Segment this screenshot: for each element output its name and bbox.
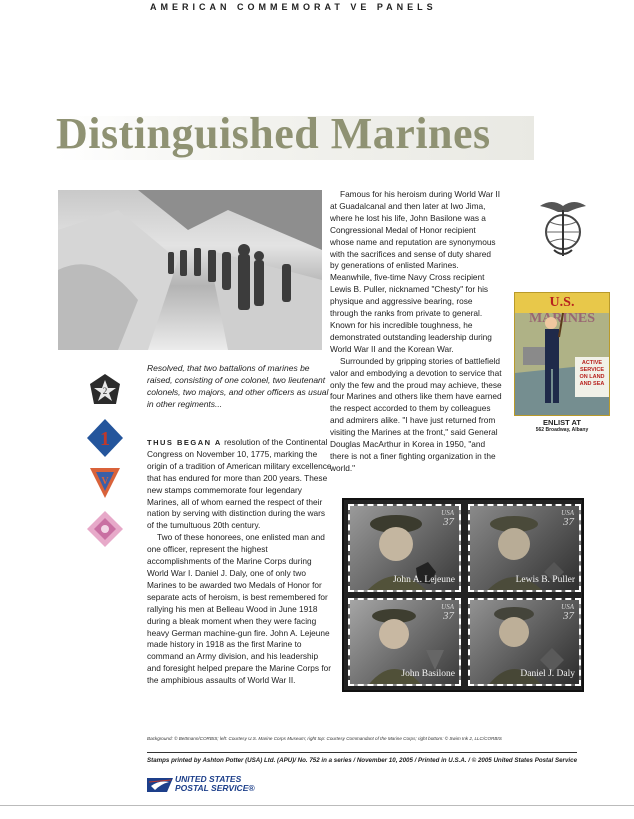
fifth-marine-division-icon xyxy=(88,464,122,500)
usps-line-1: UNITED STATES xyxy=(175,774,242,784)
svg-text:V: V xyxy=(101,476,109,487)
left-column-text xyxy=(147,437,333,687)
eagle-globe-anchor-icon xyxy=(532,194,594,258)
stamp-name-puller: Lewis B. Puller xyxy=(515,575,575,585)
stamp-value: 37 xyxy=(563,610,574,622)
stamp-puller xyxy=(468,504,581,592)
usps-wordmark xyxy=(175,775,255,793)
stamp-country: USA xyxy=(441,603,454,611)
series-header: AMERICAN COMMEMORAT VE PANELS xyxy=(150,2,437,12)
stamp-country: USA xyxy=(561,509,574,517)
stamp-denomination xyxy=(561,603,574,621)
poster-side-text: ACTIVE SERVICE ON LAND AND SEA xyxy=(579,360,605,387)
second-division-star-icon xyxy=(88,372,122,408)
page-title: Distinguished Marines xyxy=(56,109,491,158)
svg-text:1: 1 xyxy=(100,428,110,450)
poster-caption xyxy=(510,418,614,433)
first-marine-division-icon xyxy=(86,418,124,458)
stamp-name-basilone: John Basilone xyxy=(401,669,455,679)
marines-in-snow-illustration xyxy=(58,190,322,350)
left-paragraph-1-text: resolution of the Continental Congress on November 10, 1775, marking the origin of a tradition of American military excellence that has endured for more than 200 years. These new stamps commemorate four legendary Marines, all of whom earned the respect of their nation by serving with distinction during the wars of the tumultuous 20th century. xyxy=(147,437,332,531)
stamp-denomination xyxy=(561,509,574,527)
stamp-daly xyxy=(468,598,581,686)
footer-divider xyxy=(147,752,577,753)
stamp-denomination xyxy=(441,603,454,621)
stamp-lejeune xyxy=(348,504,461,592)
poster-caption-main: ENLIST AT xyxy=(543,418,581,427)
usps-line-2: POSTAL SERVICE® xyxy=(175,783,255,793)
stamp-name-daly: Daniel J. Daly xyxy=(520,669,575,679)
stamp-denomination xyxy=(441,509,454,527)
image-credits: Background: © Bettmann/CORBIS; left: Courtesy U.S. Marine Corps Museum; right top: Courtesy Commandant of the Marine Corps; right bottom: © Swim Ink 2, LLC/CORBIS xyxy=(147,736,502,741)
left-paragraph-2: Two of these honorees, one enlisted man and one officer, represent the highest accomplishments of the Marine Corps during World War I. Daniel J. Daly, one of only two Marines to be awarded two Medals of Honor for separate acts of heroism, is best remembered for rallying his men at Belleau Wood in June 1918 during a bleak moment when they were facing heavy German machine-gun fire. John A. Lejeune made history in 1918 as the first Marine to command an Army division, and his leadership and foresight helped prepare the Marine Corps for the amphibious assaults of World War II. xyxy=(147,532,332,686)
printer-info: Stamps printed by Ashton Potter (USA) Ltd. (APU)/ No. 752 in a series / November 10, 2005 / Printed in U.S.A. / © 2005 United States Postal Service xyxy=(147,757,578,764)
poster-title: U.S. xyxy=(549,295,575,310)
stamp-basilone xyxy=(348,598,461,686)
continental-congress-quote: Resolved, that two battalions of marines be raised, consisting of one colonel, two lieutenant colonels, two majors, and other officers as usual in other regiments... xyxy=(147,363,329,409)
right-column-text xyxy=(330,189,502,475)
stamp-value: 37 xyxy=(443,516,454,528)
stamp-name-lejeune: John A. Lejeune xyxy=(392,575,455,585)
bottom-border xyxy=(0,805,634,806)
marines-in-snow-photo xyxy=(58,190,322,350)
stamp-value: 37 xyxy=(443,610,454,622)
stamp-country: USA xyxy=(441,509,454,517)
usps-eagle-icon xyxy=(147,774,173,794)
left-paragraph-1 xyxy=(147,437,333,532)
svg-text:2: 2 xyxy=(102,386,108,396)
poster-caption-sub: 562 Broadway, Albany xyxy=(535,427,589,433)
stamp-value: 37 xyxy=(563,516,574,528)
lead-in: THUS BEGAN A xyxy=(147,438,222,447)
right-paragraph-1: Famous for his heroism during World War II at Guadalcanal and then later at Iwo Jima, where he lost his life, John Basilone was a Congressional Medal of Honor recipient whose name and reputation are synonymous with the sacrifices and sense of duty shared by generations of enlisted Marines. Meanwhile, five-time Navy Cross recipient Lewis B. Puller, nicknamed "Chesty" for his physique and aggressive bearing, rose through the ranks from private to general. Known for his incredible toughness, he demonstrated outstanding leadership during World War II and the Korean War. xyxy=(330,189,500,354)
right-paragraph-2: Surrounded by gripping stories of battlefield valor and embodying a devotion to service that only the few and the proud may achieve, these four Marines and others like them have earned the respect accorded to them by colleagues and admirers alike. "I have just returned from visiting the Marines at the front," said General Douglas MacArthur in Korea in 1950, "and there is not a finer fighting organization in the world." xyxy=(330,355,502,473)
stamp-block xyxy=(342,498,584,692)
usps-logo xyxy=(147,774,287,796)
fourth-division-insignia-icon xyxy=(86,510,124,548)
stamp-country: USA xyxy=(561,603,574,611)
recruiting-poster xyxy=(514,292,610,416)
marine-figure-illustration xyxy=(515,293,610,416)
